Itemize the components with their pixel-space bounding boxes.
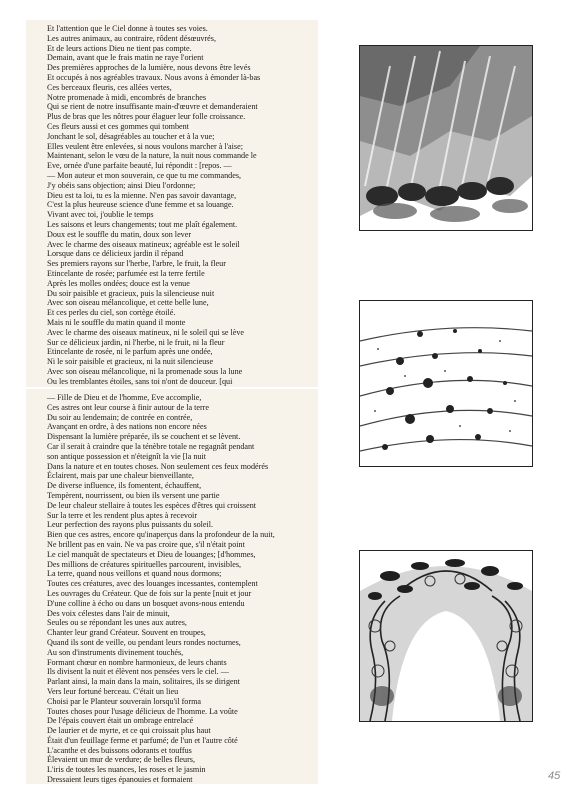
text-block-top	[26, 20, 318, 388]
text-line: Plus de bras que les nôtres pour élaguer leur folle croissance.	[47, 112, 246, 122]
text-line: Était d'un feuillage ferme et parfumé; de l'un et l'autre côté	[47, 735, 238, 745]
text-line: Et l'attention que le Ciel donne à toutes ses voies.	[47, 24, 208, 33]
text-line: Ils divisent la nuit et élèvent nos pensées vers le ciel. —	[47, 667, 229, 677]
text-line: Quand ils sont de veille, ou pendant leurs rondes nocturnes,	[47, 637, 241, 647]
illustration-foliage-arch	[359, 550, 533, 722]
text-line: Des premières approches de la lumière, nous devons être levés	[47, 63, 251, 73]
text-line: — Fille de Dieu et de l'homme, Eve accomplie,	[47, 393, 202, 402]
text-line: De diverse influence, ils fomentent, échauffent,	[47, 481, 202, 491]
text-line: Ces berceaux fleuris, ces allées vertes,	[47, 82, 172, 92]
text-line: Les autres animaux, au contraire, rôdent désœuvrés,	[47, 33, 216, 43]
text-line: De laurier et de myrte, et ce qui croissait plus haut	[47, 726, 211, 736]
text-line: Toutes choses pour l'usage délicieux de l'homme. La voûte	[47, 706, 238, 716]
text-line: L'iris de toutes les nuances, les roses et le jasmin	[47, 765, 206, 775]
text-line: Etincelante de rosée, ni le parfum après une ondée,	[47, 347, 213, 357]
text-line: Ses premiers rayons sur l'herbe, l'arbre, le fruit, la fleur	[47, 259, 226, 269]
page-number: 45	[548, 770, 561, 782]
text-line: Vers leur fortuné berceau. C'était un lieu	[47, 686, 179, 696]
text-line: Après les molles ondées; douce est la venue	[47, 278, 190, 288]
text-clipping-top	[26, 20, 318, 388]
text-line: Dans la nature et en toutes choses. Non seulement ces feux modérés	[47, 461, 269, 471]
text-line: Bien que ces astres, encore qu'inaperçus dans la profondeur de la nuit,	[47, 530, 275, 540]
text-line: Maintenant, selon le vœu de la nature, la nuit nous commande le	[47, 151, 257, 161]
text-line: Avec le charme des oiseaux matineux; agréable est le soleil	[47, 239, 240, 249]
text-line: Eve, ornée d'une parfaite beauté, lui répondit : [repos. —	[47, 161, 232, 171]
text-line: Doux est le souffle du matin, doux son lever	[47, 229, 192, 239]
text-line: Sur la terre et les rendent plus aptes à recevoir	[47, 510, 198, 520]
text-line: Ces astres ont leur course à finir autour de la terre	[47, 402, 209, 412]
text-line: Élevaient un mur de verdure; de belles fleurs,	[47, 755, 195, 765]
text-line: De l'épais couvert était un ombrage entrelacé	[47, 716, 194, 726]
text-line: Ou les tremblantes étoiles, sans toi n'ont de douceur. [qui	[47, 376, 233, 386]
text-clipping-bottom	[26, 389, 318, 784]
text-line: Des voix célestes dans l'air de minuit,	[47, 608, 170, 618]
text-line: Vivant avec toi, j'oublie le temps	[47, 210, 154, 220]
text-line: Qui se rient de notre insuffisante main-d'œuvre et demanderaient	[47, 102, 258, 112]
text-line: Lorsque dans ce délicieux jardin il répand	[47, 249, 184, 259]
text-line: Mais ni le souffle du matin quand il monte	[47, 317, 186, 327]
text-line: Et occupés à nos agréables travaux. Nous avons à émonder là-bas	[47, 72, 261, 82]
text-line: Leur perfection des rayons plus puissants du soleil.	[47, 520, 214, 530]
text-line: Les ouvrages du Créateur. Que de fois sur la pente [nuit et jour	[47, 588, 252, 598]
text-line: Toutes ces créatures, avec des louanges incessantes, contemplent	[47, 579, 258, 589]
text-line: Etincelante de rosée; parfumée est la terre fertile	[47, 268, 205, 278]
text-line: Choisi par le Planteur souverain lorsqu'il forma	[47, 696, 202, 706]
text-line: Formant chœur en nombre harmonieux, de leurs chants	[47, 657, 227, 667]
text-line: Avec le charme des oiseaux matineux, ni le soleil qui se lève	[47, 327, 245, 337]
text-line: Seules ou se répondant les unes aux autres,	[47, 618, 187, 628]
text-line: Avec son oiseau mélancolique, et cette belle lune,	[47, 298, 209, 308]
text-line: Avec son oiseau mélancolique, ni la promenade sous la lune	[47, 366, 243, 376]
text-line: Parlant ainsi, la main dans la main, solitaires, ils se dirigent	[47, 677, 240, 687]
text-line: Demain, avant que le frais matin ne raye l'orient	[47, 53, 204, 63]
illustration-star-arcs	[359, 300, 533, 467]
text-line: Au son d'instruments divinement touchés,	[47, 647, 184, 657]
text-line: Ni le soir paisible et gracieux, ni la nuit silencieuse	[47, 357, 214, 367]
text-line: Du soir paisible et gracieux, puis la silencieuse nuit	[47, 288, 215, 298]
text-line: Jonchant le sol, désagréables au toucher et à la vue;	[47, 131, 215, 141]
text-block-bottom	[26, 389, 318, 784]
text-line: Ces fleurs aussi et ces gommes qui tombent	[47, 121, 189, 131]
text-line: Et de leurs actions Dieu ne tient pas compte.	[47, 43, 192, 53]
text-line: Et ces perles du ciel, son cortège étoilé.	[47, 308, 176, 318]
text-line: Dressaient leurs tiges épanouies et formaient	[47, 775, 193, 784]
text-line: Notre promenade à midi, encombrés de branches	[47, 92, 207, 102]
text-line: Ne brillent pas en vain. Ne va pas croire que, s'il n'était point	[47, 539, 245, 549]
text-line: L'acanthe et des buissons odorants et touffus	[47, 745, 192, 755]
text-line: Du soir au lendemain; de contrée en contrée,	[47, 412, 193, 422]
text-line: J'y obéis sans objection; ainsi Dieu l'ordonne;	[47, 180, 196, 190]
text-line: Tempèrent, nourrissent, ou bien ils versent une partie	[47, 490, 220, 500]
text-line: Chanter leur grand Créateur. Souvent en troupes,	[47, 628, 206, 638]
text-line: Sur ce délicieux jardin, ni l'herbe, ni le fruit, ni la fleur	[47, 337, 225, 347]
text-line: Des millions de créatures spirituelles parcourent, invisibles,	[47, 559, 242, 569]
text-line: Elles veulent être enlevées, si nous voulons marcher à l'aise;	[47, 141, 243, 151]
text-line: — Mon auteur et mon souverain, ce que tu me commandes,	[47, 170, 242, 180]
text-line: Dieu est ta loi, tu es la mienne. N'en pas savoir davantage,	[47, 190, 237, 200]
text-line: C'est la plus heureuse science d'une femme et sa louange.	[47, 200, 234, 210]
text-line: Avançant en ordre, à des nations non encore nées	[47, 422, 207, 432]
illustration-storm-wash	[359, 45, 533, 231]
text-line: Le ciel manquât de spectateurs et Dieu de louanges; [d'hommes,	[47, 549, 256, 559]
text-line: son antique possession et n'éteignît la vie [la nuit	[47, 451, 206, 461]
text-line: Dispensant la lumière préparée, ils se couchent et se lèvent.	[47, 432, 241, 442]
text-line: Les saisons et leurs changements; tout me plaît également.	[47, 219, 238, 229]
text-line: La terre, quand nous veillons et quand nous dormons;	[47, 569, 222, 579]
text-line: Car il serait à craindre que la ténèbre totale ne regagnât pendant	[47, 441, 255, 451]
text-line: Éclairent, mais par une chaleur bienveillante,	[47, 471, 194, 481]
text-line: De leur chaleur stellaire à toutes les espèces d'êtres qui croissent	[47, 500, 257, 510]
text-line: D'une colline à écho ou dans un bosquet avons-nous entendu	[47, 598, 245, 608]
